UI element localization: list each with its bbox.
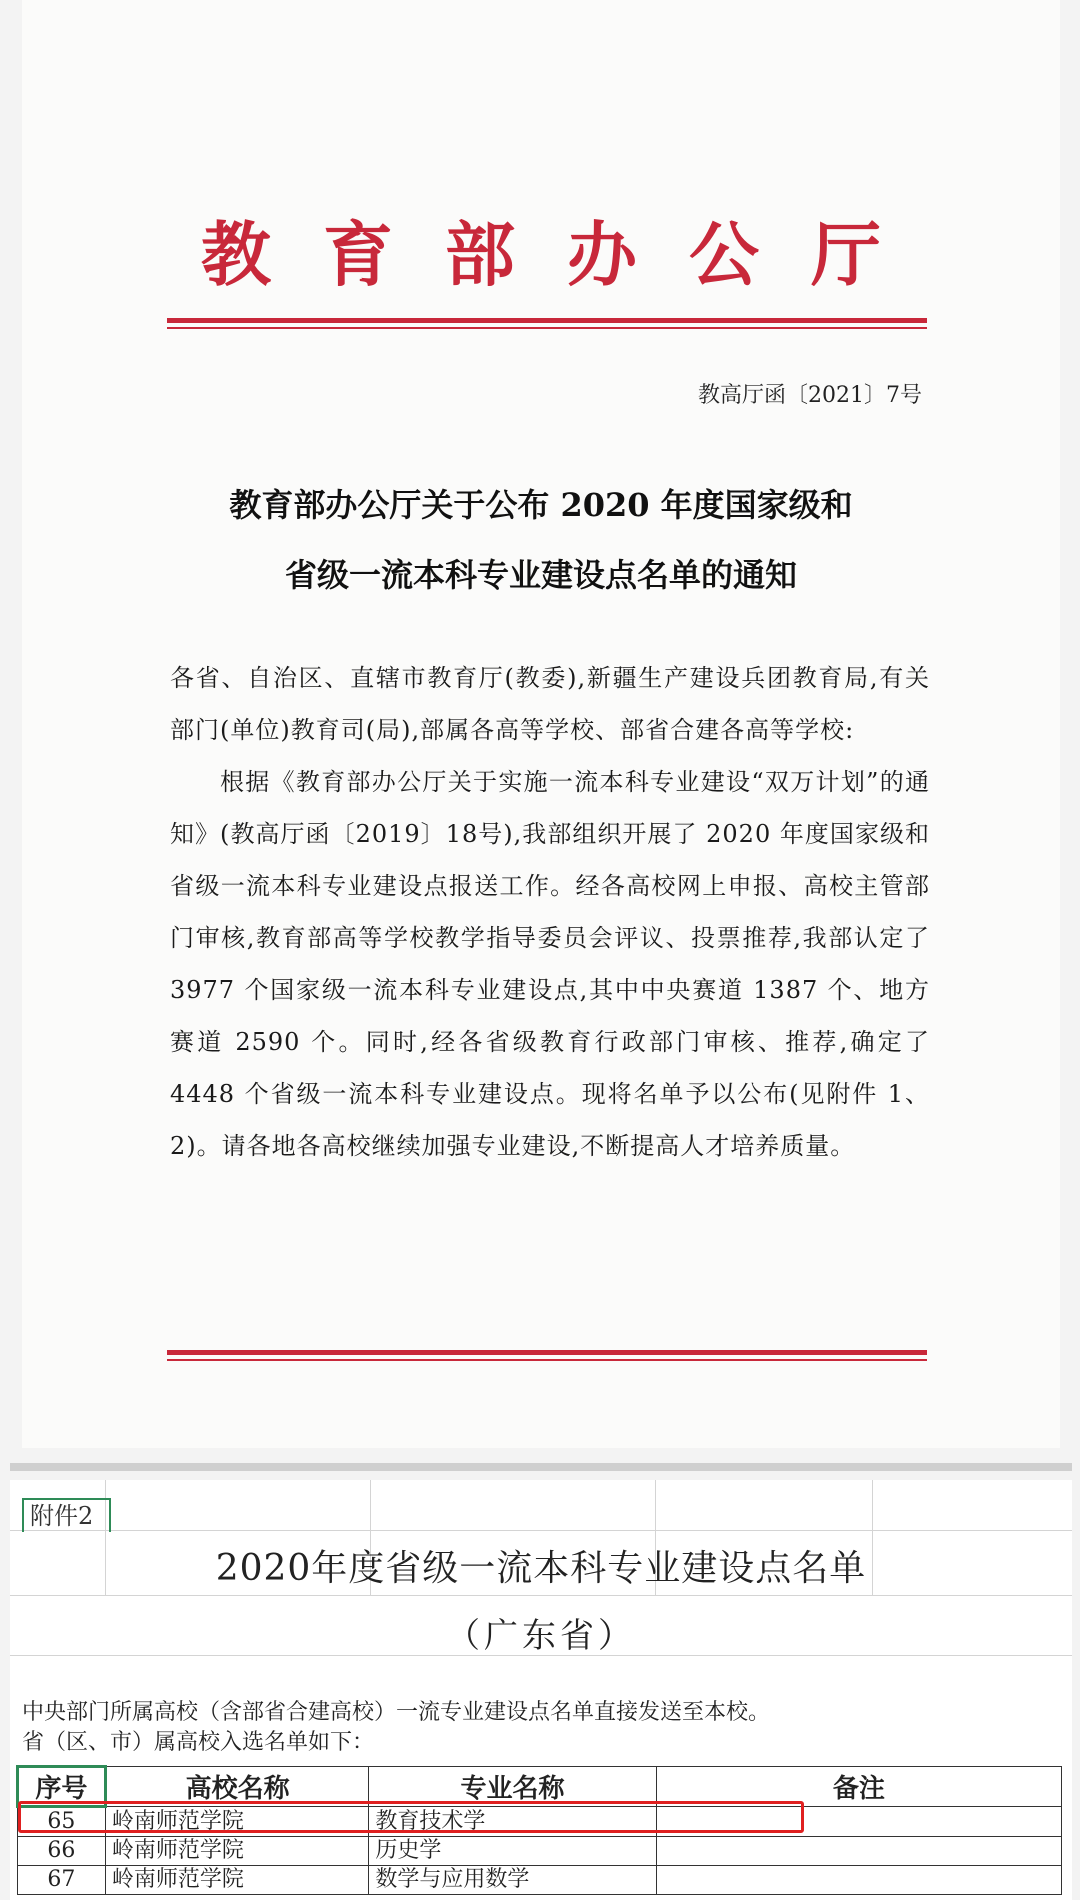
header-remark[interactable]: 备注 [656,1767,1061,1807]
cell-serial-number[interactable]: 67 [18,1866,106,1895]
cell-major-name[interactable]: 数学与应用数学 [369,1866,656,1895]
header-major-name[interactable]: 专业名称 [369,1767,656,1807]
table-row [18,1837,1062,1866]
sheet-title: 2020年度省级一流本科专业建设点名单 [215,1548,867,1589]
footer-red-rule [167,1350,927,1361]
document-title-line-1: 教育部办公厅关于公布 2020 年度国家级和 [229,486,853,524]
document-number: 教高厅函〔2021〕7号 [698,383,922,408]
note-line-1: 中央部门所属高校（含部省合建高校）一流专业建设点名单直接发送至本校。 [22,1700,771,1725]
sheet-notes [22,1698,770,1758]
document-title [22,470,1060,610]
letterhead: 教育部办公厅 [201,213,933,296]
body-paragraph: 根据《教育部办公厅关于实施一流本科专业建设“双万计划”的通知》(教高厅函〔2019〕18号),我部组织开展了 2020 年度国家级和省级一流本科专业建设点报送工作。经各高校网上申报、高校主管部门审核,教育部高等学校教学指导委员会评议、投票推荐,我部认定了 3977 个国家级一流本科专业建设点,其中中央赛道 1387 个、地方赛道 2590 个。同时,经各省级教育行政部门审核、推荐,确定了 4448 个省级一流本科专业建设点。现将名单予以公布(见附件 1、2)。请各地各高校继续加强专业建设,不断提高人才培养质量。 [170,768,930,1160]
highlight-box [18,1801,804,1833]
cell-school-name[interactable]: 岭南师范学院 [105,1837,368,1866]
cell-serial-number[interactable]: 66 [18,1837,106,1866]
cell-school-name[interactable]: 岭南师范学院 [105,1807,368,1837]
image-separator [10,1463,1072,1471]
document-title-line-2: 省级一流本科专业建设点名单的通知 [284,556,797,594]
cell-remark[interactable] [656,1866,1061,1895]
header-serial-number[interactable]: 序号 [18,1767,106,1807]
grid-line [10,1595,1072,1596]
cell-remark[interactable] [656,1837,1061,1866]
spreadsheet-attachment [10,1480,1072,1900]
sheet-subtitle: （广东省） [446,1616,636,1656]
cell-serial-number[interactable]: 65 [18,1807,106,1837]
official-letter [22,0,1060,1448]
note-line-2: 省（区、市）属高校入选名单如下： [22,1730,375,1755]
cell-major-name[interactable]: 教育技术学 [369,1807,656,1837]
document-body [170,652,930,1172]
cell-school-name[interactable]: 岭南师范学院 [105,1866,368,1895]
table-row [18,1866,1062,1895]
header-school-name[interactable]: 高校名称 [105,1767,368,1807]
grid-line [10,1530,1072,1531]
recipients-paragraph: 各省、自治区、直辖市教育厅(教委),新疆生产建设兵团教育局,有关部门(单位)教育司(局),部属各高等学校、部省合建各高等学校: [170,664,930,744]
cell-major-name[interactable]: 历史学 [369,1837,656,1866]
letterhead-red-rule [167,318,927,329]
attachment-label-cell[interactable]: 附件2 [22,1498,111,1532]
